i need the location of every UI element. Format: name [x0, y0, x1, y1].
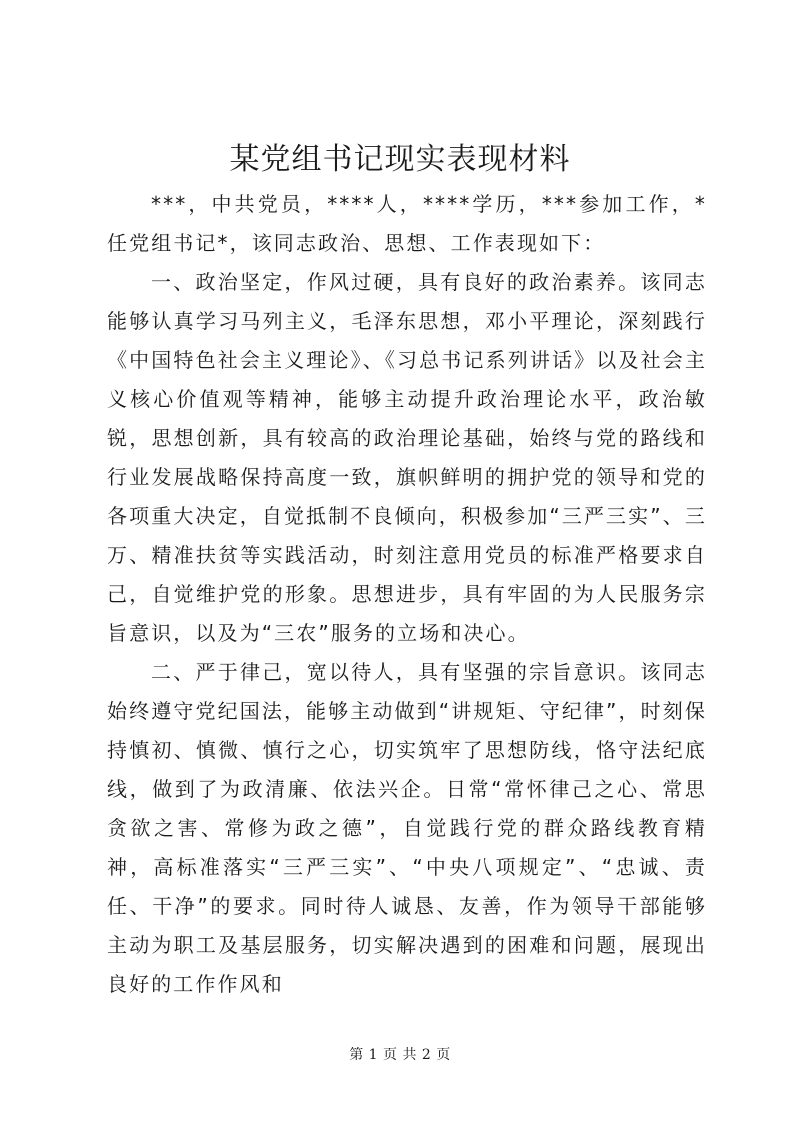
- paragraph-intro: ***，中共党员，****人，****学历，***参加工作，*任党组书记*，该同志政治、思想、工作表现如下：: [107, 192, 707, 255]
- document-title: 某党组书记现实表现材料: [229, 142, 571, 177]
- document-body: [107, 185, 707, 1004]
- paragraph-political: 一、政治坚定，作风过硬，具有良好的政治素养。该同志能够认真学习马列主义，毛泽东思想，邓小平理论，深刻践行《中国特色社会主义理论》、《习总书记系列讲话》以及社会主义核心价值观等精神，能够主动提升政治理论水平，政治敏锐，思想创新，具有较高的政治理论基础，始终与党的路线和行业发展战略保持高度一致，旗帜鲜明的拥护党的领导和党的各项重大决定，自觉抵制不良倾向，积极参加“三严三实”、三万、精准扶贫等实践活动，时刻注意用党员的标准严格要求自己，自觉维护党的形象。思想进步，具有牢固的为人民服务宗旨意识，以及为“三农”服务的立场和决心。: [107, 270, 707, 645]
- page-footer: 第 1 页 共 2 页: [349, 1047, 451, 1063]
- paragraph-discipline: 二、严于律己，宽以待人，具有坚强的宗旨意识。该同志始终遵守党纪国法，能够主动做到“讲规矩、守纪律”，时刻保持慎初、慎微、慎行之心，切实筑牢了思想防线，恪守法纪底线，做到了为政清廉、依法兴企。日常“常怀律己之心、常思贪欲之害、常修为政之德”，自觉践行党的群众路线教育精神，高标准落实“三严三实”、“中央八项规定”、“忠诚、责任、干净”的要求。同时待人诚恳、友善，作为领导干部能够主动为职工及基层服务，切实解决遇到的困难和问题，展现出良好的工作作风和: [107, 660, 707, 996]
